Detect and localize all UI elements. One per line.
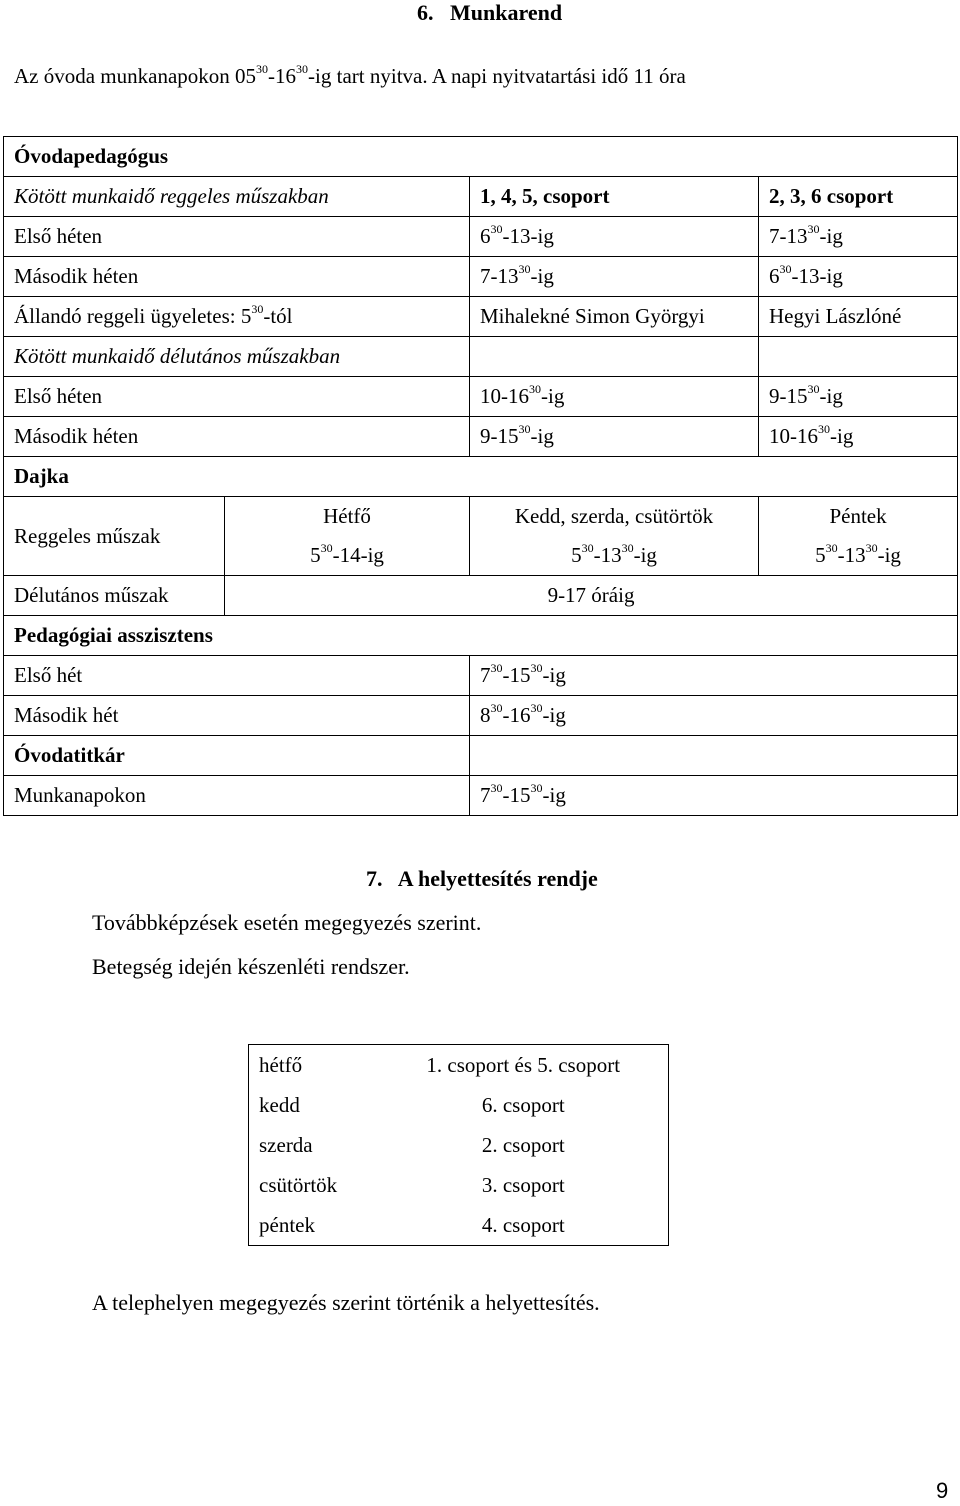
- row-label: Első héten: [4, 377, 470, 417]
- table-row: [4, 377, 958, 417]
- table-row: [249, 1205, 669, 1246]
- secretary-heading: Óvodatitkár: [4, 736, 470, 776]
- rota-day: hétfő: [259, 1052, 303, 1077]
- row-label: Első héten: [4, 217, 470, 257]
- cell: $10-16^{30}-ig$: [470, 377, 759, 417]
- table-row: [249, 1165, 669, 1205]
- cell: $5^{30}-13^{30}-ig$: [759, 536, 958, 576]
- cell: $9-15^{30}-ig$: [470, 417, 759, 457]
- row-label: Második héten: [4, 257, 470, 297]
- table-row: [249, 1085, 669, 1125]
- friday-header: Péntek: [759, 497, 958, 537]
- table-row: [4, 417, 958, 457]
- table-row: [4, 656, 958, 696]
- tue-thu-header: Kedd, szerda, csütörtök: [470, 497, 759, 537]
- table-row: [249, 1045, 669, 1086]
- cell: $5^{30}-13^{30}-ig$: [470, 536, 759, 576]
- intro-text: Az óvoda munkanapokon $05^{30}-16^{30}-ig$ tart nyitva. A napi nyitvatartási idő 11 óra: [14, 62, 686, 88]
- table-row: [4, 776, 958, 816]
- cell: [759, 337, 958, 377]
- rota-group: 2. csoport: [481, 1132, 565, 1157]
- table-row: [4, 736, 958, 776]
- ped-assistant-heading: Pedagógiai asszisztens: [4, 616, 958, 656]
- row-label: Első hét: [4, 656, 470, 696]
- cell: Hegyi Lászlóné: [759, 297, 958, 337]
- paragraph: Betegség idején készenléti rendszer.: [92, 954, 410, 979]
- table-row: [4, 457, 958, 497]
- cell: $7^{30}-15^{30}-ig$: [470, 776, 958, 816]
- monday-header: Hétfő: [225, 497, 470, 537]
- table-row: [4, 696, 958, 736]
- cell: $6^{30}-13-ig$: [470, 217, 759, 257]
- rota-group: 6. csoport: [481, 1092, 565, 1117]
- table-row: [4, 616, 958, 656]
- cell: $10-16^{30}-ig$: [759, 417, 958, 457]
- table-row: [4, 576, 958, 616]
- work-schedule-table: [3, 136, 958, 816]
- dajka-heading: Dajka: [4, 457, 958, 497]
- standby-label: Állandó reggeli ügyeletes: $5^{30}$-tól: [4, 297, 470, 337]
- table-row: [4, 137, 958, 177]
- cell: [470, 337, 759, 377]
- paragraph: Továbbképzések esetén megegyezés szerint.: [92, 910, 482, 935]
- ovodapedagogus-heading: Óvodapedagógus: [4, 137, 958, 177]
- cell: $6^{30}-13-ig$: [759, 257, 958, 297]
- row-label: Munkanapokon: [4, 776, 470, 816]
- table-row: [4, 297, 958, 337]
- afternoon-shift-label: Kötött munkaidő délutános műszakban: [4, 337, 470, 377]
- rota-day: szerda: [259, 1132, 313, 1157]
- table-row: [4, 257, 958, 297]
- cell: $7-13^{30}-ig$: [759, 217, 958, 257]
- rota-day: péntek: [259, 1212, 315, 1237]
- table-row: [4, 177, 958, 217]
- morning-shift-label: Kötött munkaidő reggeles műszakban: [4, 177, 470, 217]
- rota-group: 3. csoport: [481, 1172, 565, 1197]
- cell: $8^{30}-16^{30}-ig$: [470, 696, 958, 736]
- rota-group: 1. csoport és 5. csoport: [426, 1052, 621, 1077]
- cell: [470, 736, 958, 776]
- group-a-header: 1, 4, 5, csoport: [470, 177, 759, 217]
- rota-group: 4. csoport: [481, 1212, 565, 1237]
- cell: $7-13^{30}-ig$: [470, 257, 759, 297]
- substitution-rota-table: [248, 1044, 669, 1246]
- table-row: [4, 217, 958, 257]
- row-label: Második hét: [4, 696, 470, 736]
- morning-shift-label: Reggeles műszak: [4, 497, 225, 576]
- cell: $9-15^{30}-ig$: [759, 377, 958, 417]
- section-6-heading: 6. Munkarend: [417, 0, 563, 25]
- table-row: [4, 497, 958, 537]
- row-label: Második héten: [4, 417, 470, 457]
- table-row: [4, 337, 958, 377]
- cell: $7^{30}-15^{30}-ig$: [470, 656, 958, 696]
- rota-day: kedd: [259, 1092, 300, 1117]
- cell: Mihalekné Simon Györgyi: [470, 297, 759, 337]
- group-b-header: 2, 3, 6 csoport: [759, 177, 958, 217]
- paragraph: A telephelyen megegyezés szerint történik a helyettesítés.: [92, 1290, 600, 1315]
- afternoon-shift-label: Délutános műszak: [4, 576, 225, 616]
- rota-day: csütörtök: [259, 1172, 338, 1197]
- table-row: [249, 1125, 669, 1165]
- cell: $5^{30}-14-ig$: [225, 536, 470, 576]
- afternoon-hours: 9-17 óráig: [225, 576, 958, 616]
- section-7-heading: 7. A helyettesítés rendje: [366, 866, 598, 891]
- page-number: 9: [936, 1478, 949, 1503]
